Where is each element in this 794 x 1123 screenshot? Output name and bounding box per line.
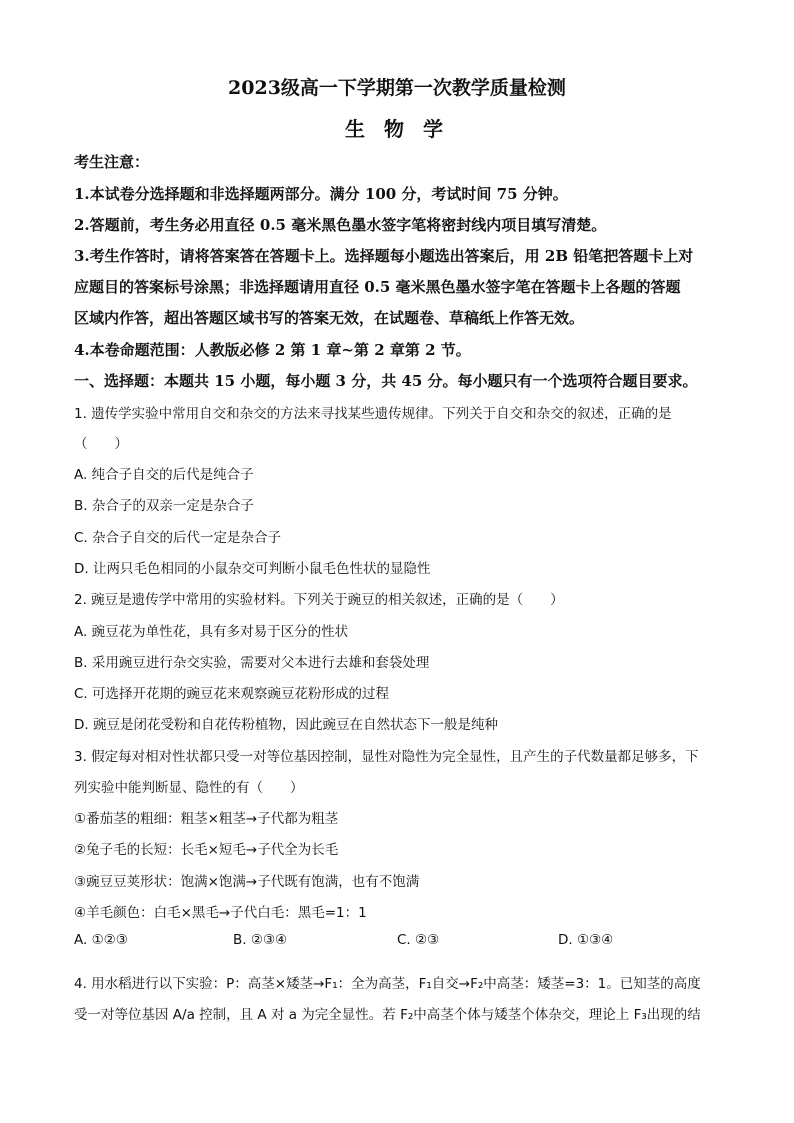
q3-item-4: ④羊毛颜色：白毛×黑毛→子代白毛：黑毛=1：1: [74, 905, 367, 921]
notice-item-1: 1.本试卷分选择题和非选择题两部分。满分 100 分，考试时间 75 分钟。: [74, 185, 568, 203]
notice-item-3-cont-2: 区域内作答，超出答题区域书写的答案无效，在试题卷、草稿纸上作答无效。: [74, 309, 585, 327]
q3-item-2: ②兔子毛的长短：长毛×短毛→子代全为长毛: [74, 842, 339, 858]
q2-stem: 2. 豌豆是遗传学中常用的实验材料。下列关于豌豆的相关叙述，正确的是（ ）: [74, 592, 564, 608]
q1-option-a: A. 纯合子自交的后代是纯合子: [74, 467, 254, 483]
q1-option-c: C. 杂合子自交的后代一定是杂合子: [74, 530, 282, 546]
q2-option-b: B. 采用豌豆进行杂交实验，需要对父本进行去雄和套袋处理: [74, 655, 430, 671]
q1-stem-cont: （ ）: [74, 436, 128, 452]
q3-option-a: A. ①②③: [74, 932, 128, 948]
notice-item-3: 3.考生作答时，请将答案答在答题卡上。选择题每小题选出答案后，用 2B 铅笔把答题卡上对: [74, 247, 694, 265]
q1-option-b: B. 杂合子的双亲一定是杂合子: [74, 498, 254, 514]
notice-item-2: 2.答题前，考生务必用直径 0.5 毫米黑色墨水签字笔将密封线内项目填写清楚。: [74, 216, 607, 234]
exam-title: 2023级高一下学期第一次教学质量检测: [228, 77, 566, 99]
notice-heading: 考生注意：: [74, 153, 150, 171]
q3-option-b: B. ②③④: [233, 932, 288, 948]
q3-option-c: C. ②③: [397, 932, 440, 948]
q2-option-c: C. 可选择开花期的豌豆花来观察豌豆花粉形成的过程: [74, 686, 390, 702]
q4-stem-cont: 受一对等位基因 A/a 控制，且 A 对 a 为完全显性。若 F₂中高茎个体与矮茎个体杂交，理论上 F₃出现的结: [74, 1007, 701, 1023]
q3-item-3: ③豌豆豆荚形状：饱满×饱满→子代既有饱满，也有不饱满: [74, 874, 420, 890]
q2-option-a: A. 豌豆花为单性花，具有多对易于区分的性状: [74, 624, 349, 640]
q2-option-d: D. 豌豆是闭花受粉和自花传粉植物，因此豌豆在自然状态下一般是纯种: [74, 717, 498, 733]
section-heading: 一、选择题：本题共 15 小题，每小题 3 分，共 45 分。每小题只有一个选项符合题目要求。: [74, 372, 698, 390]
q4-stem: 4. 用水稻进行以下实验：P：高茎×矮茎→F₁：全为高茎，F₁自交→F₂中高茎：矮茎=3：1。已知茎的高度: [74, 976, 701, 992]
q3-item-1: ①番茄茎的粗细：粗茎×粗茎→子代都为粗茎: [74, 811, 339, 827]
notice-item-4: 4.本卷命题范围：人教版必修 2 第 1 章~第 2 章第 2 节。: [74, 341, 471, 359]
q1-option-d: D. 让两只毛色相同的小鼠杂交可判断小鼠毛色性状的显隐性: [74, 561, 431, 577]
subject-title: 生 物 学: [345, 117, 449, 141]
q3-stem: 3. 假定每对相对性状都只受一对等位基因控制，显性对隐性为完全显性，且产生的子代数量都足够多，下: [74, 749, 699, 765]
q3-option-d: D. ①③④: [558, 932, 614, 948]
notice-item-3-cont-1: 应题目的答案标号涂黑；非选择题请用直径 0.5 毫米黑色墨水签字笔在答题卡上各题的答题: [74, 278, 681, 296]
q3-stem-cont: 列实验中能判断显、隐性的有（ ）: [74, 780, 304, 796]
q1-stem: 1. 遗传学实验中常用自交和杂交的方法来寻找某些遗传规律。下列关于自交和杂交的叙述，正确的是: [74, 406, 672, 422]
